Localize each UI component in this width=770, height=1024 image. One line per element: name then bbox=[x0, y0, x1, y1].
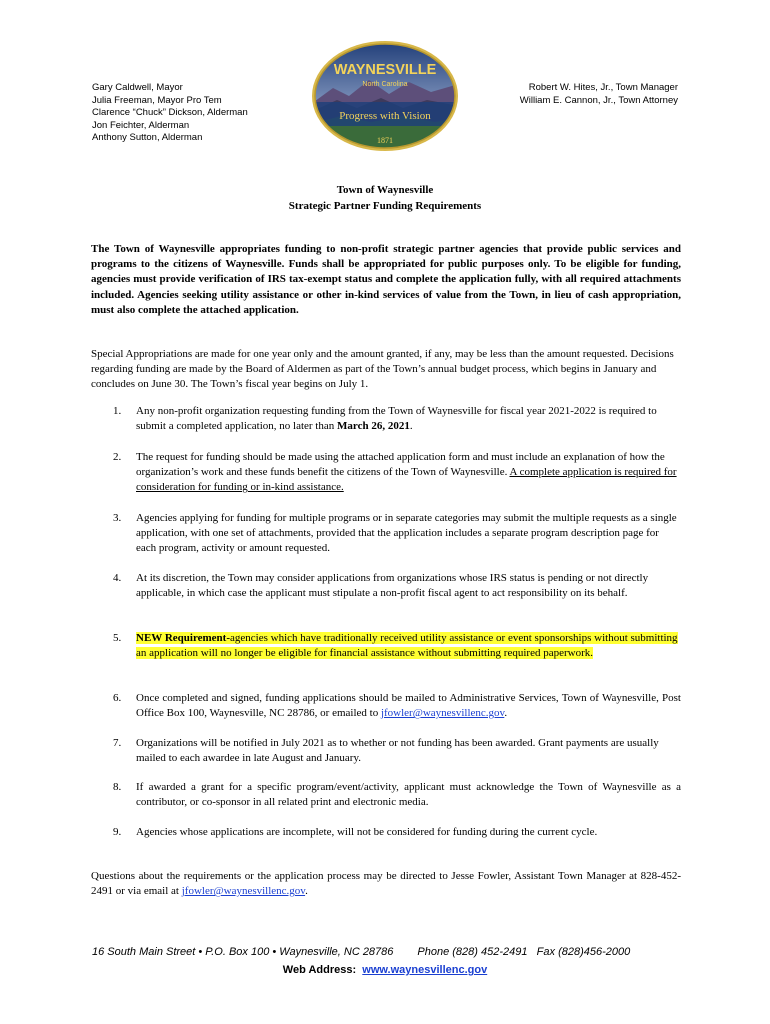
requirement-number: 8. bbox=[113, 781, 122, 793]
requirement-text: Agencies whose applications are incomplete, will not be considered for funding during the current cycle. bbox=[136, 826, 598, 838]
requirement-text: Organizations will be notified in July 2021 as to whether or not funding has been awarded. Grant payments are usually mailed to each awardee in late August and January. bbox=[136, 737, 659, 765]
official-alderman-sutton: Anthony Sutton, Alderman bbox=[92, 132, 203, 144]
requirement-text: At its discretion, the Town may consider applications from organizations whose IRS status is pending or not directly applicable, in which case the applicant must stipulate a non-profit fiscal agent to act responsibility on its behalf. bbox=[136, 572, 649, 600]
email-link[interactable]: jfowler@waynesvillenc.gov bbox=[380, 707, 505, 720]
requirement-number: 4. bbox=[113, 572, 122, 584]
requirement-3 bbox=[91, 511, 681, 557]
official-mayor: Gary Caldwell, Mayor bbox=[92, 82, 183, 93]
official-alderman-feichter: Jon Feichter, Alderman bbox=[92, 119, 190, 131]
requirement-number: 2. bbox=[113, 451, 122, 463]
requirement-text: Once completed and signed, funding applications should be mailed to Administrative Services, Town of Waynesville, Post Office Box 100, Waynesville, NC 28786, or emailed to jfowler@waynesvillenc.gov. bbox=[136, 692, 681, 720]
official-mayor-pro-tem: Julia Freeman, Mayor Pro Tem bbox=[92, 94, 222, 106]
requirement-1 bbox=[91, 404, 681, 434]
requirement-9 bbox=[91, 825, 681, 840]
requirement-number: 6. bbox=[113, 692, 122, 704]
official-town-attorney: William E. Cannon, Jr., Town Attorney bbox=[519, 94, 678, 106]
new-requirement-label: NEW Requirement- bbox=[136, 632, 231, 644]
contact-email-link[interactable]: jfowler@waynesvillenc.gov bbox=[181, 885, 306, 898]
requirement-5 bbox=[91, 631, 681, 661]
intro-paragraph: The Town of Waynesville appropriates funding to non-profit strategic partner agencies that provide public services and programs to the citizens of Waynesville. Funds shall be appropriated for public purposes only. To be eligible for funding, agencies must provide verification of IRS tax-exempt status and complete the application fully, with all required attachments included. Agencies seeking utility assistance or other in-kind services of value from the Town, in lieu of cash appropriation, must also complete the attached application. bbox=[91, 243, 681, 316]
footer-web-line bbox=[0, 964, 770, 976]
requirement-8 bbox=[91, 780, 681, 810]
requirement-text: Agencies applying for funding for multiple programs or in separate categories may submit the multiple requests as a single application, with one set of attachments, provided that the application includes a separate program description page for each program, activity or amount requested. bbox=[136, 512, 677, 555]
footer-web-link[interactable]: www.waynesvillenc.gov bbox=[362, 964, 488, 976]
requirement-6 bbox=[91, 691, 681, 721]
requirement-4 bbox=[91, 571, 681, 601]
new-requirement-text: agencies which have traditionally received utility assistance or event sponsorships without submitting an application will no longer be eligible for financial assistance without submitting required paperwork. bbox=[136, 632, 678, 660]
logo-year: 1871 bbox=[377, 136, 393, 145]
title-line-2: Strategic Partner Funding Requirements bbox=[288, 200, 482, 212]
document-title bbox=[0, 182, 770, 214]
requirement-text: If awarded a grant for a specific program/event/activity, applicant must acknowledge the Town of Waynesville as a contributor, or co-sponsor in all related print and electronic media. bbox=[136, 781, 681, 809]
questions-paragraph: Questions about the requirements or the application process may be directed to Jesse Fowler, Assistant Town Manager at 828-452-2491 or via email at jfowler@waynesvillenc.gov. bbox=[91, 870, 681, 898]
requirement-7 bbox=[91, 736, 681, 766]
official-town-manager: Robert W. Hites, Jr., Town Manager bbox=[528, 82, 678, 93]
logo-motto: Progress with Vision bbox=[339, 110, 431, 122]
requirement-2 bbox=[91, 450, 681, 496]
logo-state: North Carolina bbox=[362, 81, 408, 88]
deadline-date: March 26, 2021 bbox=[337, 420, 410, 433]
requirement-number: 5. bbox=[113, 632, 122, 644]
footer-phone: Phone (828) 452-2491 bbox=[417, 946, 528, 958]
special-appropriations-paragraph: Special Appropriations are made for one year only and the amount granted, if any, may be less than the amount requested. Decisions regarding funding are made by the Board of Aldermen as part of the Town’s annual budget process, which begins in January and concludes on June 30. The Town’s fiscal year begins on July 1. bbox=[91, 348, 674, 391]
requirement-number: 9. bbox=[113, 826, 122, 838]
footer-fax: Fax (828)456-2000 bbox=[536, 946, 631, 958]
footer-web-label: Web Address: bbox=[282, 964, 357, 976]
town-seal-logo bbox=[311, 40, 459, 152]
requirement-number: 3. bbox=[113, 512, 122, 524]
requirement-text: Any non-profit organization requesting funding from the Town of Waynesville for fiscal year 2021-2022 is required to submit a completed application, no later than March 26, 2021. bbox=[136, 405, 657, 433]
footer-contact-line bbox=[92, 946, 630, 958]
logo-town-name: WAYNESVILLE bbox=[333, 62, 437, 78]
requirement-text bbox=[136, 631, 681, 661]
official-alderman-dickson: Clarence “Chuck” Dickson, Alderman bbox=[92, 107, 248, 119]
officials-right bbox=[500, 82, 678, 107]
title-line-1: Town of Waynesville bbox=[336, 184, 434, 196]
requirement-number: 1. bbox=[113, 405, 122, 417]
requirement-number: 7. bbox=[113, 737, 122, 749]
complete-application-note: A complete application is required for consideration for funding or in-kind assistance. bbox=[136, 466, 677, 494]
footer-address: 16 South Main Street • P.O. Box 100 • Waynesville, NC 28786 bbox=[92, 946, 394, 958]
officials-left bbox=[92, 82, 248, 145]
requirement-text: The request for funding should be made using the attached application form and must include an explanation of how the organization’s work and these funds benefit the citizens of the Town of Waynesville. A complete application is required for consideration for funding or in-kind assistance. bbox=[136, 451, 677, 494]
